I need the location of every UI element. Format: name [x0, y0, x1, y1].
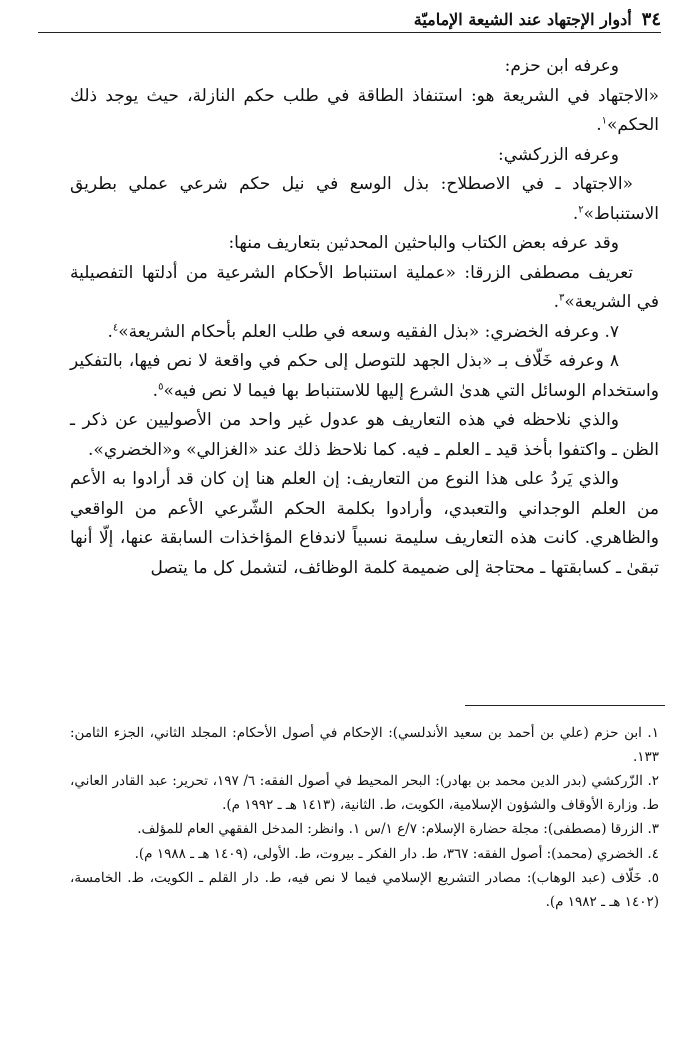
paragraph: وعرفه ابن حزم: [504, 56, 619, 76]
footnotes [70, 722, 659, 915]
paragraph: وقد عرفه بعض الكتاب والباحثين المحدثين بتعاريف منها: [228, 233, 619, 253]
footnote-marker: ٤ [112, 321, 119, 333]
footnote-marker: ٥ [158, 380, 164, 392]
footnote: ٤. الخضري (محمد): أصول الفقه: ٣٦٧، ط. دار الفكر ـ بيروت، ط. الأولى، (١٤٠٩ هـ ـ ١٩٨٨ م). [134, 845, 659, 862]
footnote: ٥. خَلّاف (عبد الوهاب): مصادر التشريع الإسلامي فيما لا نص فيه، ط. دار القلم ـ الكويت، ط. الخامسة، (١٤٠٢ هـ ـ ١٩٨٢ م). [70, 870, 659, 910]
definition-text: تعريف مصطفى الزرقا: «عملية استنباط الأحكام الشرعية من أدلتها التفصيلية في الشريعة» [70, 262, 659, 312]
definition-text: ٧. وعرفه الخضري: «بذل الفقيه وسعه في طلب العلم بأحكام الشريعة» [118, 321, 619, 342]
main-text [70, 52, 659, 583]
punctuation: . [553, 292, 560, 312]
punctuation: . [107, 321, 113, 342]
quotation-text: «الاجتهاد في الشريعة هو: استنفاذ الطاقة في طلب حكم النازلة، حيث يوجد ذلك الحكم» [70, 85, 659, 135]
footnote-marker: ٣ [559, 292, 565, 304]
footnote: ٢. الزّركشي (بدر الدين محمد بن بهادر): البحر المحيط في أصول الفقه: ٦/ ١٩٧، تحرير: عبد القادر العاني، ط. وزارة الأوقاف والشؤون الإسلامية، الكويت، ط. الثانية، (١٤١٣ هـ ـ ١٩٩٢ م). [70, 773, 660, 813]
punctuation: . [572, 203, 579, 224]
footnote: ٣. الزرقا (مصطفى): مجلة حضارة الإسلام: ٧/ع ١/س ١. وانظر: المدخل الفقهي العام للمؤلف. [137, 821, 659, 837]
paragraph: والذي نلاحظه في هذه التعاريف هو عدول غير واحد من الأصوليين عن ذكر ـ الظن ـ واكتفوا بأخذ قيد ـ العلم ـ فيه. كما نلاحظ ذلك عند «الغزالي» و«الخضري». [70, 410, 659, 460]
paragraph: وعرفه الزركشي: [497, 144, 619, 165]
punctuation: . [596, 115, 602, 135]
definition-paragraph [70, 259, 659, 318]
footnote-separator [465, 705, 665, 706]
quotation-paragraph [70, 82, 659, 141]
running-header [38, 6, 661, 33]
definition-paragraph [70, 318, 659, 348]
footnote: ١. ابن حزم (علي بن أحمد بن سعيد الأندلسي): الإحكام في أصول الأحكام: المجلد الثاني، الجزء الثامن: ١٣٣. [70, 725, 659, 765]
page-number: ٣٤ [641, 8, 661, 30]
footnote-marker: ٢ [578, 203, 584, 215]
definition-text: ٨ وعرفه خَلّاف بـ «بذل الجهد للتوصل إلى حكم في واقعة لا نص فيها، بالتفكير واستخدام الوسائل التي هدىٰ الشرع إليها للاستنباط بها فيما لا نص فيه» [70, 351, 659, 401]
definition-paragraph [70, 347, 659, 406]
paragraph: والذي يَردُ على هذا النوع من التعاريف: إن العلم هنا إن كان قد أرادوا به الأعم من العلم الوجداني والتعبدي، وأرادوا بكلمة الحكم الشّرعي الأعم من الواقعي والظاهري. كانت هذه التعاريف سليمة نسبياً لاندفاع المؤاخذات السابقة عنها، إلّا أنها تبقىٰ ـ كسابقتها ـ محتاجة إلى ضميمة كلمة الوظائف، لتشمل كل ما يتصل [70, 469, 659, 578]
quotation-paragraph [70, 170, 659, 229]
quotation-text: «الاجتهاد ـ في الاصطلاح: بذل الوسع في نيل حكم شرعي عملي بطريق الاستنباط» [70, 174, 659, 224]
footnote-marker: ١ [601, 115, 608, 127]
running-title: أدوار الإجتهاد عند الشيعة الإماميّة [413, 9, 632, 29]
punctuation: . [152, 380, 159, 401]
